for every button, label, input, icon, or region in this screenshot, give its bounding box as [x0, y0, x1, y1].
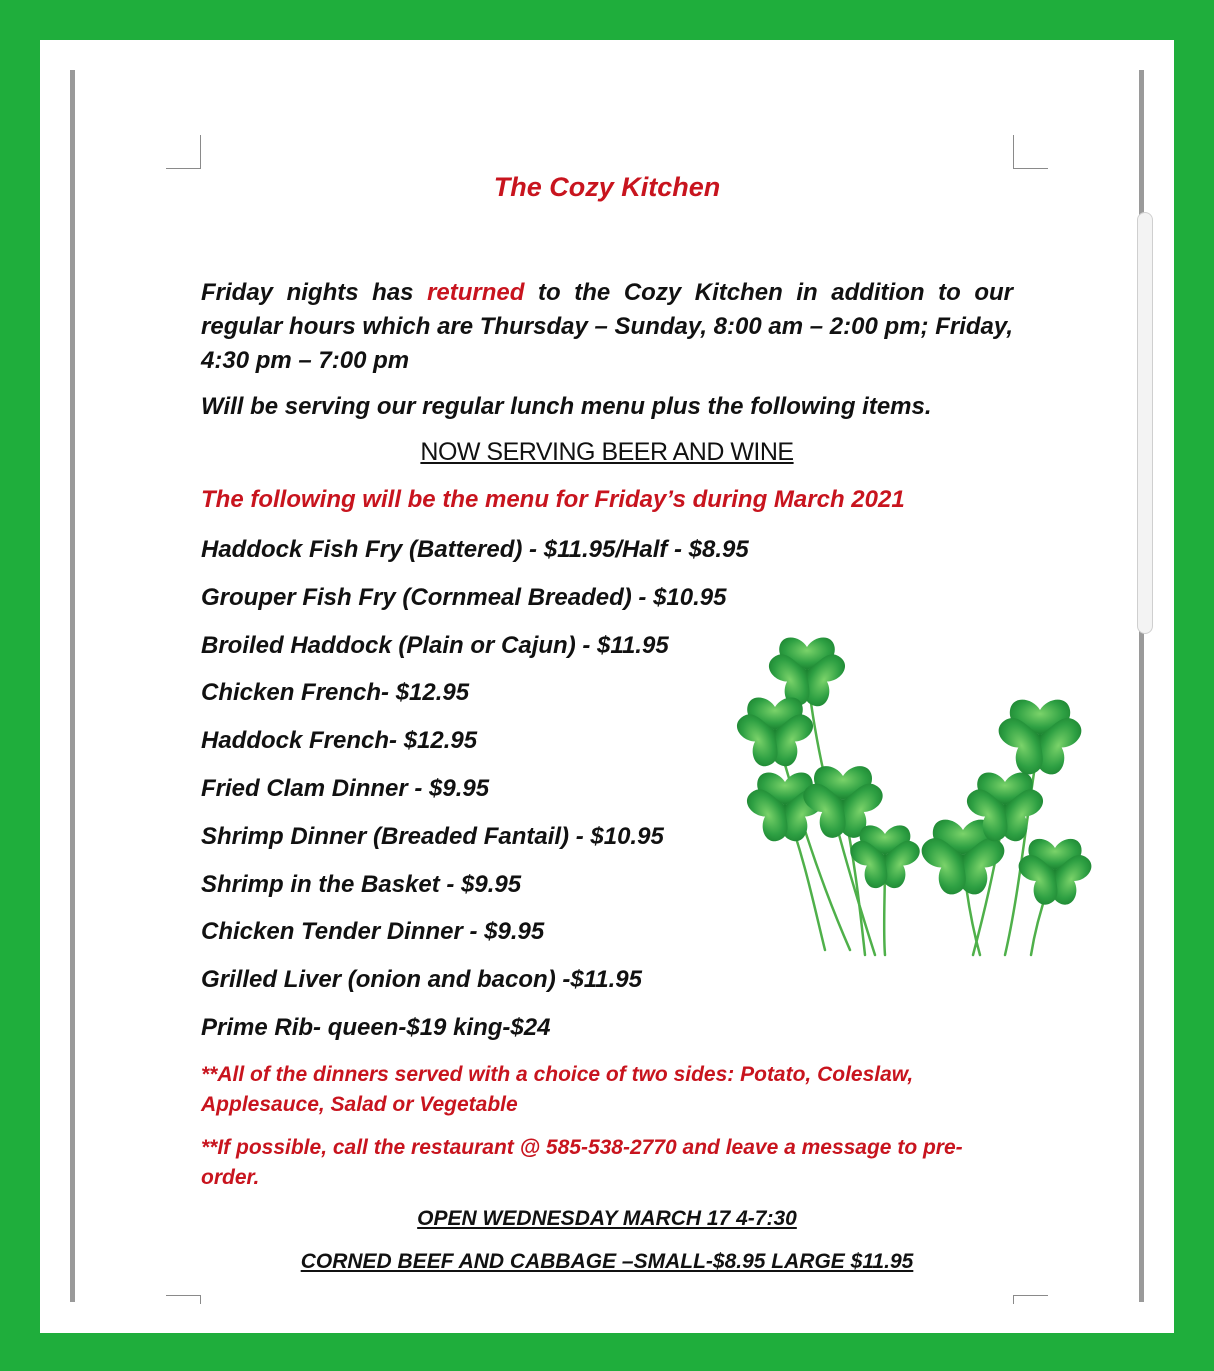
menu-item: Fried Clam Dinner - $9.95 — [201, 774, 490, 802]
menu-item: Grilled Liver (onion and bacon) -$11.95 — [201, 966, 642, 994]
march-menu-heading: The following will be the menu for Friday’s during March 2021 — [201, 486, 905, 513]
sides-note: **All of the dinners served with a choice of two sides: Potato, Coleslaw, Applesauce, Salad or Vegetable — [201, 1063, 914, 1116]
beer-wine-banner — [0, 438, 1214, 467]
serving-text: Will be serving our regular lunch menu plus the following items. — [201, 393, 932, 420]
intro-text-end: to the Cozy Kitchen in addition to our regular hours which are Thursday – Sunday, 8:00 am – 2:00 pm; Friday, 4:30 pm – 7:00 pm — [201, 279, 1013, 374]
menu-item: Broiled Haddock (Plain or Cajun) - $11.95 — [201, 631, 669, 659]
menu-item: Chicken French- $12.95 — [201, 679, 470, 707]
menu-item: Shrimp Dinner (Breaded Fantail) - $10.95 — [201, 822, 664, 850]
shamrocks-illustration — [735, 630, 1095, 965]
menu-item: Haddock Fish Fry (Battered) - $11.95/Half - $8.95 — [201, 536, 749, 563]
menu-item: Chicken Tender Dinner - $9.95 — [201, 918, 545, 946]
crop-mark-bottom-left — [166, 1295, 201, 1304]
crop-mark-bottom-right — [1013, 1295, 1048, 1304]
intro-text-start: Friday nights has — [201, 279, 428, 306]
intro-highlight: returned — [427, 279, 525, 306]
crop-mark-top-left — [166, 135, 201, 169]
corned-beef-line — [0, 1250, 1214, 1274]
corned-beef-text: CORNED BEEF AND CABBAGE –SMALL-$8.95 LARGE $11.95 — [300, 1250, 914, 1273]
preorder-note: **If possible, call the restaurant @ 585-538-2770 and leave a message to pre-order. — [201, 1136, 963, 1189]
menu-item: Shrimp in the Basket - $9.95 — [201, 870, 522, 898]
open-wednesday-text: OPEN WEDNESDAY MARCH 17 4-7:30 — [417, 1207, 797, 1230]
beer-wine-label: NOW SERVING BEER AND WINE — [420, 438, 794, 466]
page-left-edge — [70, 70, 75, 1302]
menu-item: Prime Rib- queen-$19 king-$24 — [201, 1013, 551, 1041]
shamrock-icon — [735, 637, 1095, 908]
scrollbar-handle[interactable] — [1137, 212, 1153, 634]
open-wednesday-line — [0, 1207, 1214, 1231]
intro-paragraph — [201, 276, 1013, 378]
crop-mark-top-right — [1013, 135, 1048, 169]
menu-list — [201, 534, 749, 1060]
page-title: The Cozy Kitchen — [493, 172, 721, 202]
menu-item: Haddock French- $12.95 — [201, 727, 478, 755]
menu-item: Grouper Fish Fry (Cornmeal Breaded) - $10.95 — [201, 583, 727, 611]
